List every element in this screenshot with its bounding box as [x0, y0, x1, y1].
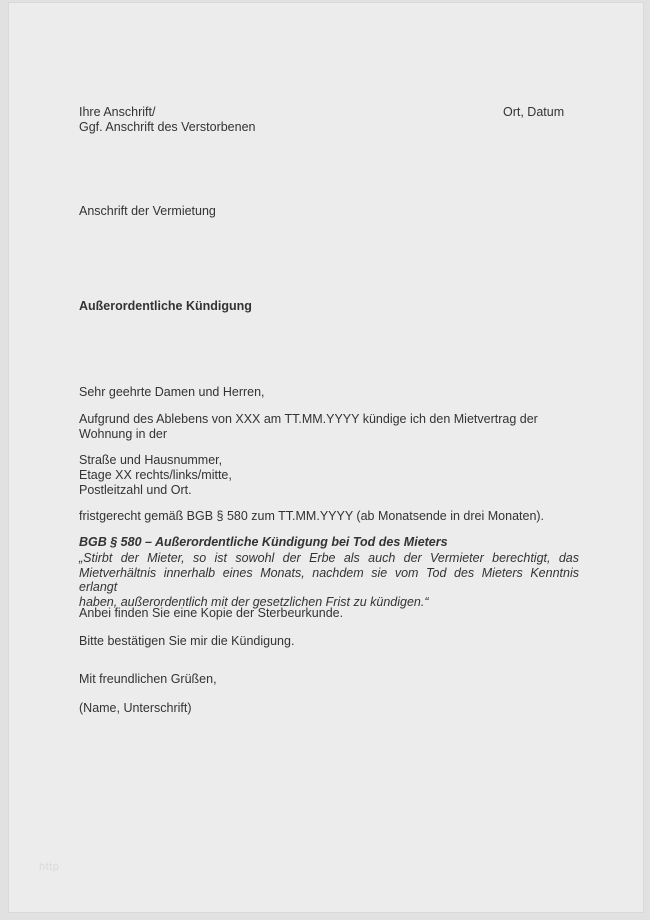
intro-paragraph: [79, 412, 538, 442]
sender-block: [79, 105, 256, 135]
law-quote-line-2: Mietverhältnis innerhalb eines Monats, nachdem sie vom Tod des Mieters Kenntnis erlangt: [79, 565, 579, 595]
property-address-line-1: Straße und Hausnummer,: [79, 453, 223, 467]
law-citation-block: [79, 535, 579, 610]
notice-period: fristgerecht gemäß BGB § 580 zum TT.MM.YYYY (ab Monatsende in drei Monaten).: [79, 509, 545, 523]
confirmation-request: Bitte bestätigen Sie mir die Kündigung.: [79, 634, 295, 648]
law-quote: [79, 551, 579, 610]
law-quote-line-1: „Stirbt der Mieter, so ist sowohl der Erbe als auch der Vermieter berechtigt, das: [79, 551, 579, 565]
intro-line-1: Aufgrund des Ablebens von XXX am TT.MM.YYYY kündige ich den Mietvertrag der: [79, 412, 538, 426]
signature-placeholder: (Name, Unterschrift): [79, 701, 192, 715]
property-address-line-2: Etage XX rechts/links/mitte,: [79, 468, 232, 482]
closing-formula: Mit freundlichen Grüßen,: [79, 672, 217, 686]
sender-line-2: Ggf. Anschrift des Verstorbenen: [79, 120, 256, 134]
property-address-line-3: Postleitzahl und Ort.: [79, 483, 192, 497]
law-quote-line-3: haben, außerordentlich mit der gesetzlichen Frist zu kündigen.“: [79, 595, 429, 610]
watermark-text: http: [39, 861, 60, 873]
letter-page: [8, 2, 644, 913]
law-heading: BGB § 580 – Außerordentliche Kündigung bei Tod des Mieters: [79, 535, 448, 549]
recipient-address: Anschrift der Vermietung: [79, 204, 216, 218]
sender-line-1: Ihre Anschrift/: [79, 105, 156, 119]
property-address-block: [79, 453, 232, 498]
subject-line: Außerordentliche Kündigung: [79, 299, 252, 313]
enclosure-note: Anbei finden Sie eine Kopie der Sterbeurkunde.: [79, 606, 344, 620]
intro-line-2: Wohnung in der: [79, 427, 168, 441]
salutation: Sehr geehrte Damen und Herren,: [79, 385, 265, 399]
place-date: Ort, Datum: [503, 105, 565, 119]
